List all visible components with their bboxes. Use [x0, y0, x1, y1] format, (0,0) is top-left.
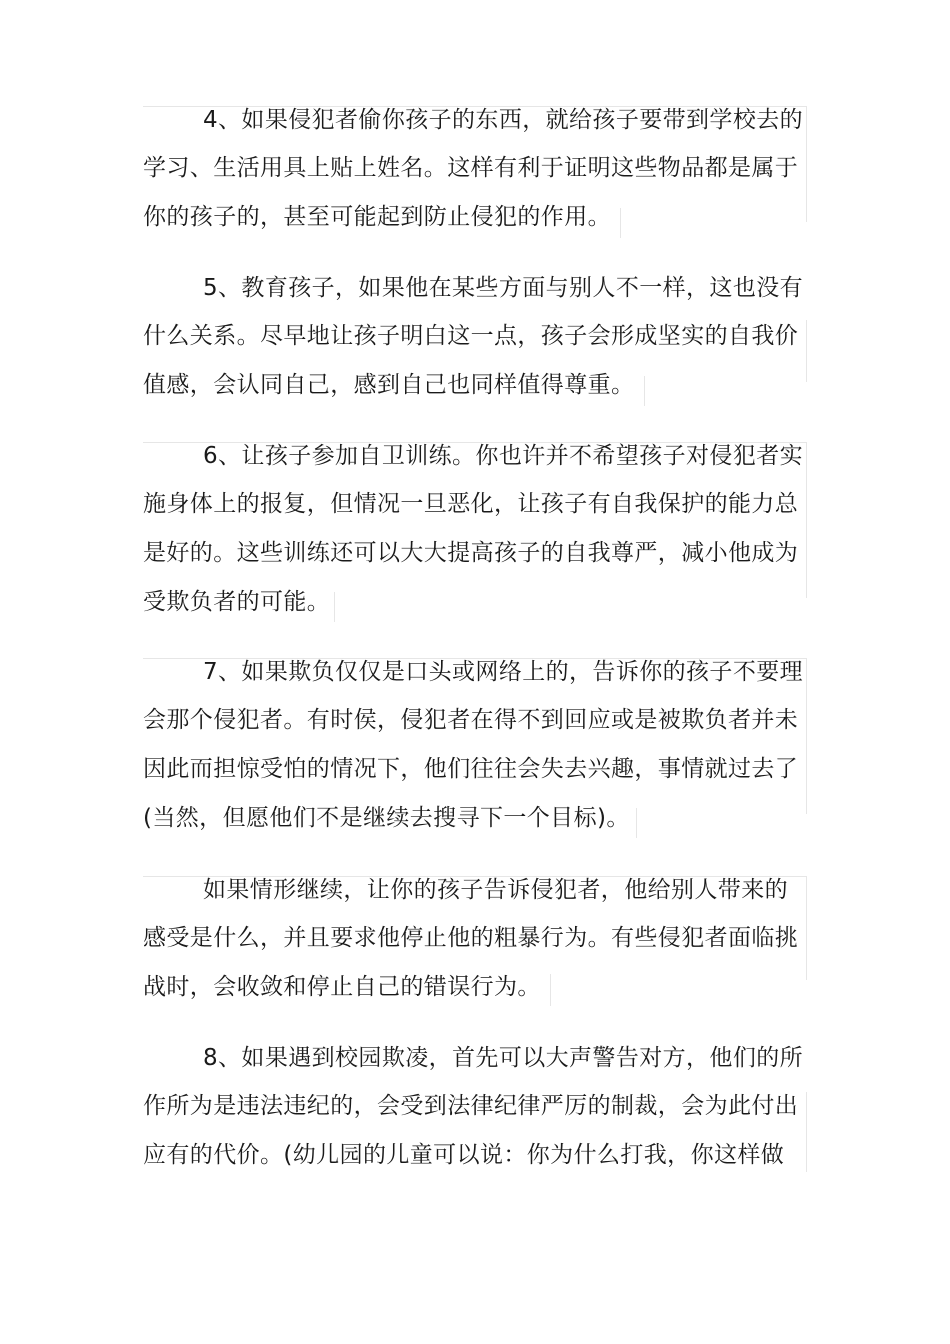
- guide-line: [550, 974, 551, 1006]
- guide-line: [334, 592, 335, 622]
- paragraph-line: 5、教育孩子，如果他在某些方面与别人不一样，这也没有: [203, 275, 804, 301]
- paragraph-line: 7、如果欺负仅仅是口头或网络上的，告诉你的孩子不要理: [203, 659, 804, 685]
- guide-line: [806, 106, 807, 222]
- paragraph-line: 8、如果遇到校园欺凌，首先可以大声警告对方，他们的所: [203, 1045, 804, 1071]
- paragraph-line: 你的孩子的，甚至可能起到防止侵犯的作用。: [143, 204, 611, 230]
- paragraph-line: 施身体上的报复，但情况一旦恶化，让孩子有自我保护的能力总: [143, 491, 799, 517]
- paragraph-line: 什么关系。尽早地让孩子明白这一点，孩子会形成坚实的自我价: [143, 323, 799, 349]
- paragraph-line: 值感，会认同自己，感到自己也同样值得尊重。: [143, 372, 635, 398]
- guide-line: [620, 208, 621, 238]
- paragraph-line: 6、让孩子参加自卫训练。你也许并不希望孩子对侵犯者实: [203, 443, 804, 469]
- guide-line: [806, 320, 807, 382]
- paragraph-line: 受欺负者的可能。: [143, 589, 331, 615]
- guide-line: [806, 876, 807, 980]
- guide-line: [806, 658, 807, 814]
- paragraph-line: 4、如果侵犯者偷你孩子的东西，就给孩子要带到学校去的: [203, 107, 804, 133]
- paragraph-line: 作所为是违法违纪的，会受到法律纪律严厉的制裁，会为此付出: [143, 1093, 799, 1119]
- paragraph-line: (当然，但愿他们不是继续去搜寻下一个目标)。: [143, 805, 630, 831]
- guide-line: [806, 1092, 807, 1172]
- guide-line: [806, 442, 807, 598]
- paragraph-line: 如果情形继续，让你的孩子告诉侵犯者，他给别人带来的: [203, 877, 788, 903]
- paragraph-line: 学习、生活用具上贴上姓名。这样有利于证明这些物品都是属于: [143, 155, 799, 181]
- paragraph-line: 是好的。这些训练还可以大大提高孩子的自我尊严，减小他成为: [143, 540, 799, 566]
- paragraph-line: 战时，会收敛和停止自己的错误行为。: [143, 974, 541, 1000]
- guide-line: [644, 376, 645, 406]
- paragraph-line: 应有的代价。(幼儿园的儿童可以说：你为什么打我，你这样做: [143, 1142, 785, 1168]
- guide-line: [636, 808, 637, 838]
- paragraph-line: 感受是什么，并且要求他停止他的粗暴行为。有些侵犯者面临挑: [143, 925, 799, 951]
- paragraph-line: 因此而担惊受怕的情况下，他们往往会失去兴趣，事情就过去了: [143, 756, 799, 782]
- paragraph-line: 会那个侵犯者。有时侯，侵犯者在得不到回应或是被欺负者并未: [143, 707, 799, 733]
